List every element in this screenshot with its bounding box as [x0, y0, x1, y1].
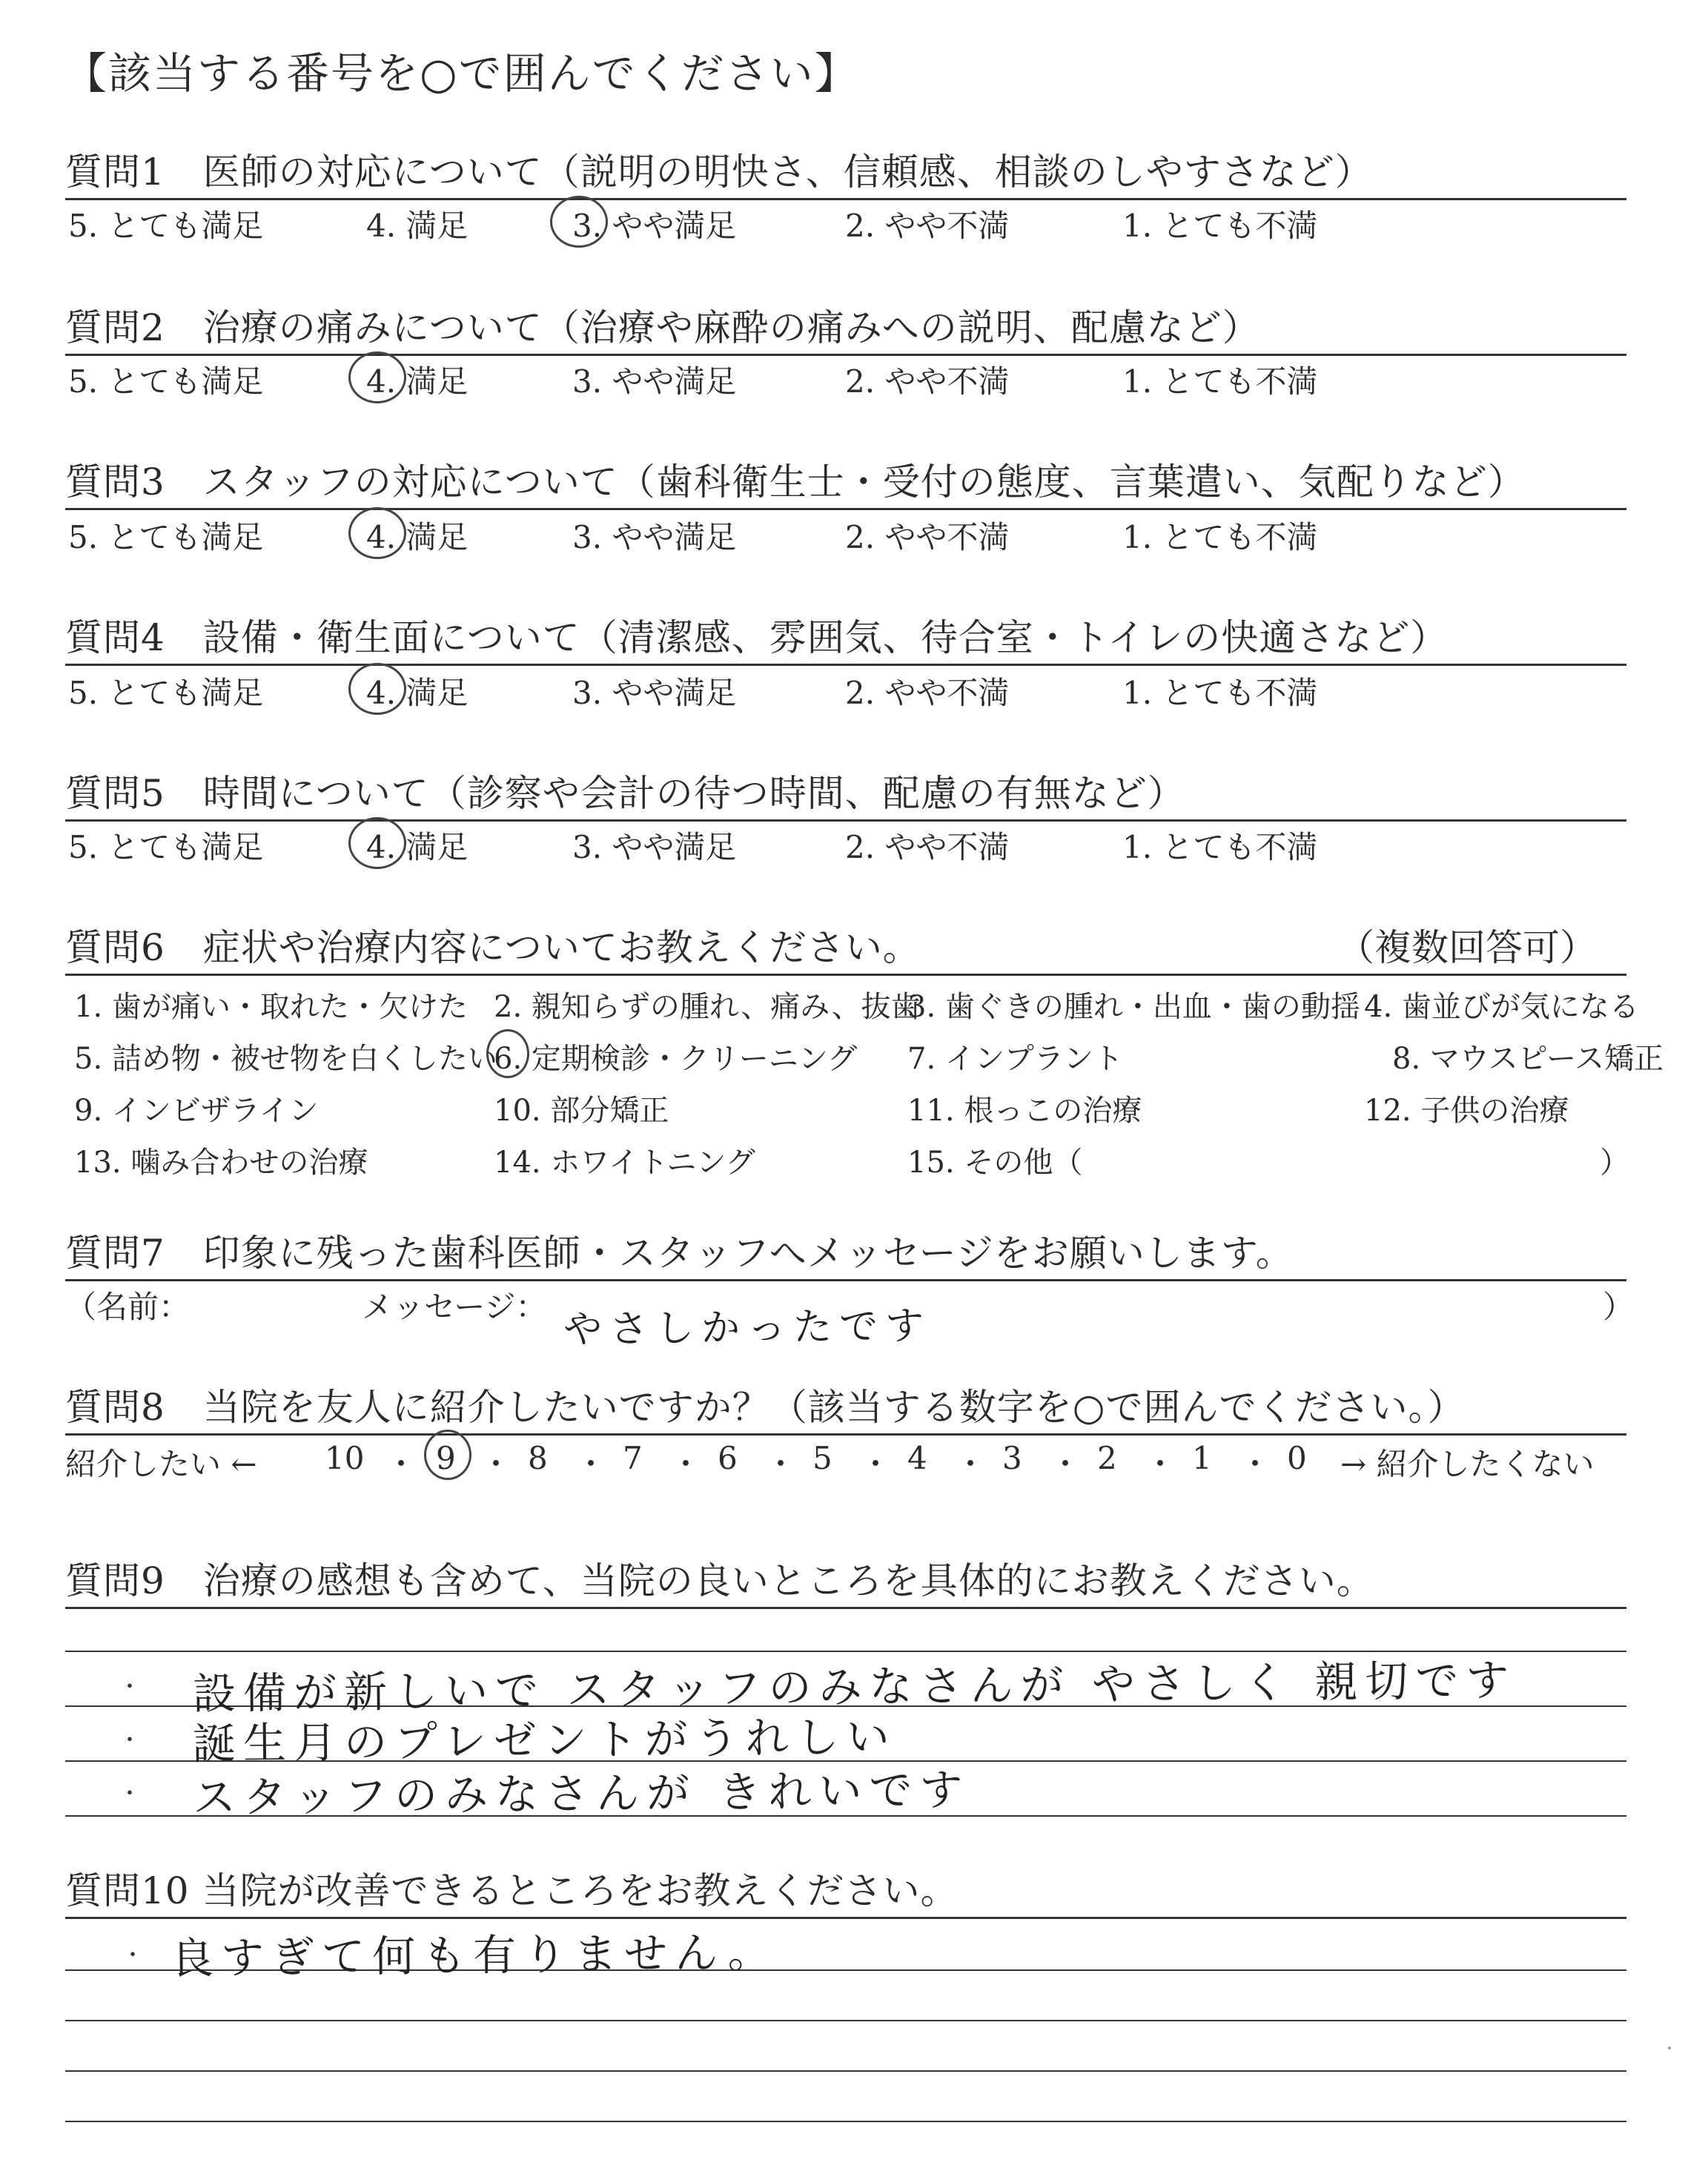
q6-item-6-selected[interactable]: 6. 定期検診・クリーニング: [494, 1042, 858, 1076]
option-1[interactable]: 1. とても不満: [1122, 519, 1318, 555]
scale-sep: ・: [1050, 1446, 1082, 1482]
selection-circle: [486, 1029, 529, 1078]
question-3: [65, 452, 1626, 510]
option-2[interactable]: 2. やや不満: [845, 519, 1010, 555]
question-8-text: 質問8 当院を友人に紹介したいですか？（該当する数字を○で囲んでください。）: [65, 1386, 1466, 1429]
question-6-rule: [65, 974, 1626, 976]
question-4-text: 質問4 設備・衛生面について（清潔感、雰囲気、待合室・トイレの快適さなど）: [65, 616, 1449, 659]
question-7-rule: [65, 1279, 1626, 1281]
option-5[interactable]: 5. とても満足: [68, 829, 264, 865]
q6-item-14[interactable]: 14. ホワイトニング: [494, 1146, 755, 1180]
option-2[interactable]: 2. やや不満: [845, 363, 1010, 400]
bullet: ・: [119, 1728, 141, 1754]
q6-item-15-close: ）: [1600, 1146, 1629, 1180]
instruction-heading: 【該当する番号を○で囲んでください】: [64, 48, 859, 99]
question-7: [65, 1223, 1626, 1281]
scale-2[interactable]: 2: [1097, 1440, 1117, 1476]
scale-left-label: 紹介したい ←: [65, 1446, 257, 1482]
option-5[interactable]: 5. とても満足: [68, 208, 264, 244]
question-6-row-1: [74, 983, 1639, 1028]
question-5-options: [68, 823, 1625, 868]
option-3[interactable]: 3. やや満足: [572, 675, 737, 711]
scale-6[interactable]: 6: [718, 1440, 738, 1476]
scale-10[interactable]: 10: [325, 1440, 365, 1476]
question-4: [65, 608, 1626, 666]
scale-4[interactable]: 4: [907, 1440, 927, 1476]
scale-9-selected[interactable]: 9: [436, 1440, 456, 1476]
bullet: ・: [122, 1943, 144, 1969]
q9-answer-1[interactable]: 設備が新しいで スタッフのみなさんが やさしく 親切です: [192, 1654, 1517, 1720]
option-5[interactable]: 5. とても満足: [68, 675, 264, 711]
option-1[interactable]: 1. とても不満: [1122, 363, 1318, 400]
question-1: [65, 142, 1626, 200]
scale-sep: ・: [1239, 1446, 1271, 1482]
option-2[interactable]: 2. やや不満: [845, 829, 1010, 865]
message-label: メッセージ：: [362, 1289, 547, 1325]
option-1[interactable]: 1. とても不満: [1122, 208, 1318, 244]
scale-sep: ・: [480, 1446, 512, 1482]
scan-speck: [1668, 2047, 1671, 2050]
answer-line: [65, 2020, 1626, 2021]
option-4-selected[interactable]: 4. 満足: [366, 829, 469, 865]
question-2-rule: [65, 354, 1626, 356]
message-close-paren: ）: [1603, 1289, 1635, 1325]
q6-item-8[interactable]: 8. マウスピース矯正: [1392, 1042, 1664, 1076]
answer-line: [65, 2121, 1626, 2122]
selection-circle: [424, 1430, 471, 1480]
name-label: （名前：: [65, 1289, 191, 1325]
option-3[interactable]: 3. やや満足: [572, 829, 737, 865]
question-2-options: [68, 357, 1625, 402]
question-3-rule: [65, 508, 1626, 510]
option-4[interactable]: 4. 満足: [366, 208, 469, 244]
question-8: [65, 1378, 1626, 1436]
scale-sep: ・: [670, 1446, 702, 1482]
option-3[interactable]: 3. やや満足: [572, 363, 737, 400]
answer-line: [65, 2070, 1626, 2072]
selection-circle: [348, 507, 406, 559]
question-3-text: 質問3 スタッフの対応について（歯科衛生士・受付の態度、言葉遣い、気配りなど）: [65, 460, 1526, 503]
question-6-row-4: [74, 1139, 1631, 1183]
scale-sep: ・: [385, 1446, 417, 1482]
scale-sep: ・: [860, 1446, 892, 1482]
question-7-text: 質問7 印象に残った歯科医師・スタッフへメッセージをお願いします。: [65, 1232, 1294, 1275]
option-1[interactable]: 1. とても不満: [1122, 829, 1318, 865]
question-5-rule: [65, 819, 1626, 822]
option-4-selected[interactable]: 4. 満足: [366, 519, 469, 555]
option-5[interactable]: 5. とても満足: [68, 363, 264, 400]
question-9-rule: [65, 1607, 1626, 1609]
scale-5[interactable]: 5: [812, 1440, 833, 1476]
question-9: [65, 1551, 1626, 1609]
question-5: [65, 764, 1626, 822]
scale-0[interactable]: 0: [1287, 1440, 1307, 1476]
question-3-options: [68, 513, 1625, 558]
scale-7[interactable]: 7: [623, 1440, 643, 1476]
scale-sep: ・: [955, 1446, 987, 1482]
bullet: ・: [119, 1674, 141, 1700]
bullet: ・: [119, 1781, 141, 1807]
scale-right-label: → 紹介したくない: [1340, 1446, 1595, 1482]
question-1-rule: [65, 198, 1626, 200]
q10-answer-1[interactable]: 良すぎて何も有りません。: [170, 1926, 778, 1984]
question-6-note: （複数回答可）: [1337, 926, 1597, 969]
question-1-options: [68, 202, 1625, 246]
question-10-text: 質問10 当院が改善できるところをお教えください。: [65, 1869, 959, 1912]
selection-circle: [348, 663, 406, 715]
option-5[interactable]: 5. とても満足: [68, 519, 264, 555]
option-3[interactable]: 3. やや満足: [572, 519, 737, 555]
question-6-text: 質問6 症状や治療内容についてお教えください。: [65, 926, 921, 969]
q9-answer-3[interactable]: スタッフのみなさんが きれいです: [192, 1764, 970, 1823]
question-4-options: [68, 669, 1625, 713]
selection-circle: [550, 196, 608, 248]
option-4-selected[interactable]: 4. 満足: [366, 675, 469, 711]
scale-8[interactable]: 8: [528, 1440, 548, 1476]
question-6-row-3: [74, 1087, 1631, 1132]
q6-item-9[interactable]: 9. インビザライン: [74, 1094, 319, 1128]
question-1-text: 質問1 医師の対応について（説明の明快さ、信頼感、相談のしやすさなど）: [65, 151, 1373, 194]
question-10-rule: [65, 1917, 1626, 1919]
question-10: [65, 1861, 1626, 1919]
question-6-row-2: [74, 1035, 1664, 1080]
q9-answer-2[interactable]: 誕生月のプレゼントがうれしい: [192, 1711, 898, 1769]
handwritten-message[interactable]: やさしかったです: [563, 1304, 932, 1353]
question-6: [65, 918, 1626, 976]
question-4-rule: [65, 664, 1626, 666]
option-3-selected[interactable]: 3. やや満足: [572, 208, 737, 244]
question-5-text: 質問5 時間について（診察や会計の待つ時間、配慮の有無など）: [65, 772, 1185, 815]
q6-item-5[interactable]: 5. 詰め物・被せ物を白くしたい: [74, 1042, 497, 1076]
scale-1[interactable]: 1: [1192, 1440, 1212, 1476]
scale-sep: ・: [765, 1446, 797, 1482]
q6-item-2[interactable]: 2. 親知らずの腫れ、痛み、抜歯: [494, 990, 921, 1024]
selection-circle: [348, 817, 406, 869]
recommendation-scale: [65, 1440, 1626, 1484]
q6-item-12[interactable]: 12. 子供の治療: [1364, 1094, 1569, 1128]
q6-item-15[interactable]: 15. その他（: [907, 1146, 1083, 1180]
q6-item-10[interactable]: 10. 部分矯正: [494, 1094, 669, 1128]
q6-item-11[interactable]: 11. 根っこの治療: [907, 1094, 1142, 1128]
question-9-text: 質問9 治療の感想も含めて、当院の良いところを具体的にお教えください。: [65, 1559, 1374, 1602]
option-1[interactable]: 1. とても不満: [1122, 675, 1318, 711]
question-2: [65, 298, 1626, 356]
q6-item-13[interactable]: 13. 噛み合わせの治療: [74, 1146, 368, 1180]
scale-sep: ・: [575, 1446, 607, 1482]
option-4-selected[interactable]: 4. 満足: [366, 363, 469, 400]
question-2-text: 質問2 治療の痛みについて（治療や麻酔の痛みへの説明、配慮など）: [65, 306, 1260, 349]
q6-item-1[interactable]: 1. 歯が痛い・取れた・欠けた: [74, 990, 468, 1024]
option-2[interactable]: 2. やや不満: [845, 675, 1010, 711]
q6-item-7[interactable]: 7. インプラント: [907, 1042, 1123, 1076]
q6-item-4[interactable]: 4. 歯並びが気になる: [1364, 990, 1639, 1024]
question-8-rule: [65, 1433, 1626, 1436]
q6-item-3[interactable]: 3. 歯ぐきの腫れ・出血・歯の動揺: [907, 990, 1360, 1024]
option-2[interactable]: 2. やや不満: [845, 208, 1010, 244]
scale-sep: ・: [1145, 1446, 1176, 1482]
selection-circle: [348, 351, 406, 403]
scale-3[interactable]: 3: [1002, 1440, 1022, 1476]
